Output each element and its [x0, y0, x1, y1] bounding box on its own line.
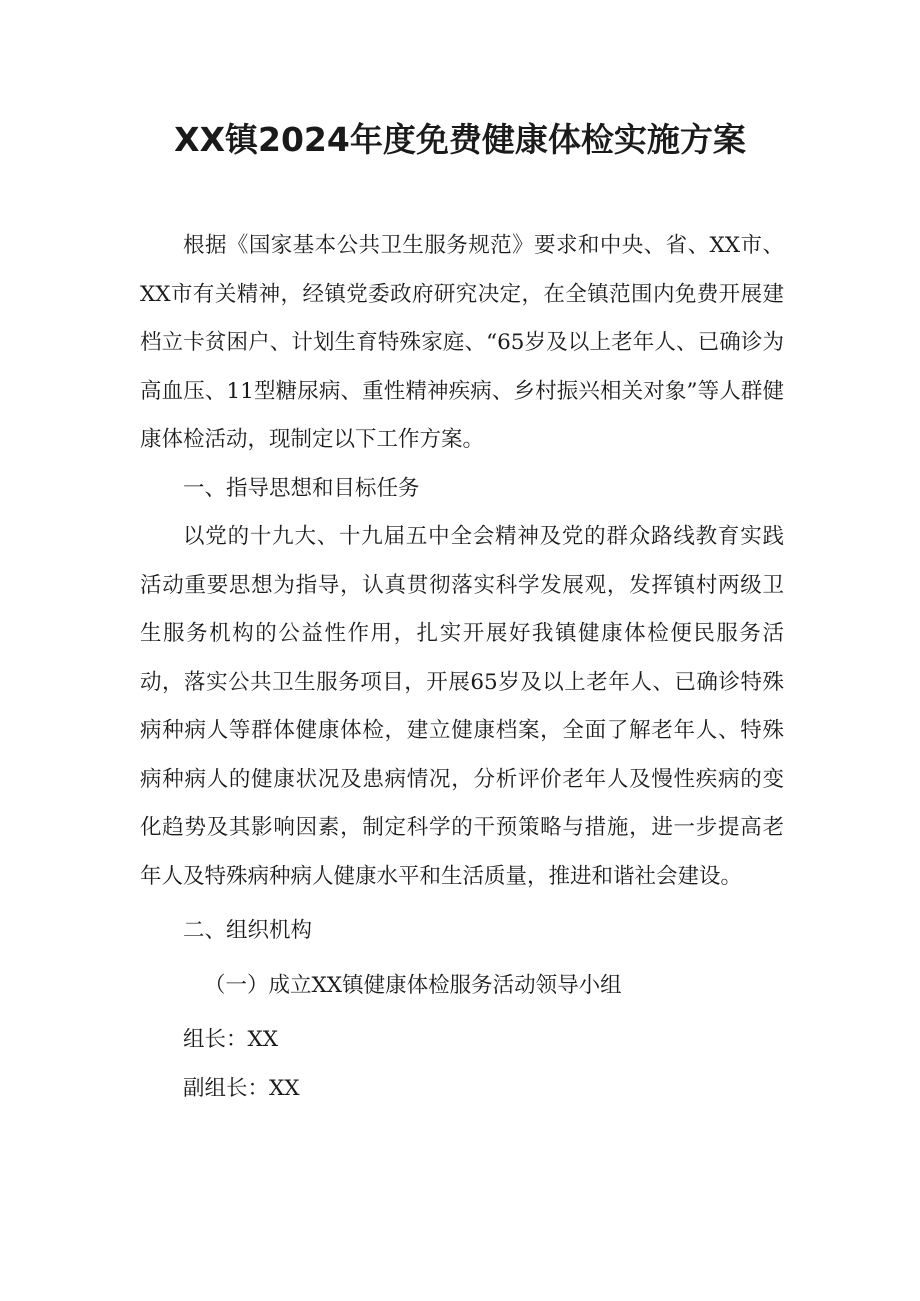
deputy-group-leader: 副组长：XX: [183, 1075, 300, 1101]
group-leader: 组长：XX: [183, 1027, 279, 1052]
intro-paragraph: 根据《国家基本公共卫生服务规范》要求和中央、省、XX市、XX市有关精神，经镇党委政府研究决定，在全镇范围内免费开展建档立卡贫困户、计划生育特殊家庭、“65岁及以上老年人、已确诊为高血压、11型糖尿病、重性精神疾病、乡村振兴相关对象”等人群健康体检活动，现制定以下工作方案。: [140, 233, 784, 452]
guiding-ideology-paragraph: 以党的十九大、十九届五中全会精神及党的群众路线教育实践活动重要思想为指导，认真贯彻落实科学发展观，发挥镇村两级卫生服务机构的公益性作用，扎实开展好我镇健康体检便民服务活动，落实公共卫生服务项目，开展65岁及以上老年人、已确诊特殊病种病人等群体健康体检，建立健康档案，全面了解老年人、特殊病种病人的健康状况及患病情况，分析评价老年人及慢性疾病的变化趋势及其影响因素，制定科学的干预策略与措施，进一步提高老年人及特殊病种病人健康水平和生活质量，推进和谐社会建设。: [140, 524, 784, 889]
document-title: XX镇2024年度免费健康体检实施方案: [174, 120, 746, 159]
subsection-leading-group: （一）成立XX镇健康体检服务活动领导小组: [204, 972, 622, 998]
section-heading-guiding-ideology: 一、指导思想和目标任务: [183, 475, 420, 501]
section-heading-organization: 二、组织机构: [183, 918, 313, 943]
document-body: [140, 222, 784, 1113]
